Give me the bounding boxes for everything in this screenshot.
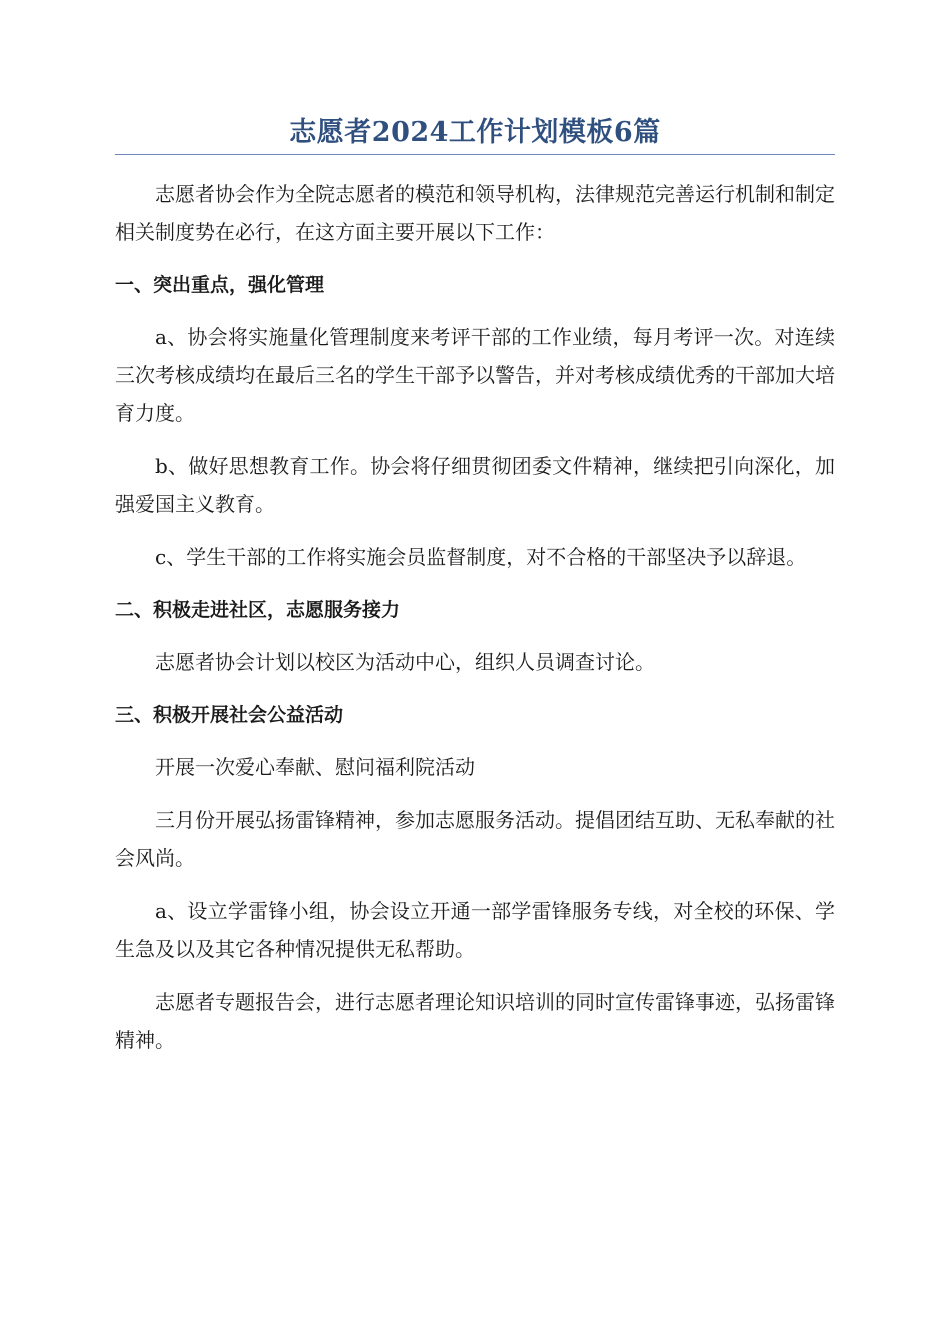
title-divider bbox=[115, 154, 835, 155]
section2-paragraph: 志愿者协会计划以校区为活动中心，组织人员调查讨论。 bbox=[155, 650, 655, 674]
intro-paragraph: 志愿者协会作为全院志愿者的模范和领导机构，法律规范完善运行机制和制定相关制度势在必行，在这方面主要开展以下工作： bbox=[115, 182, 835, 244]
document-title: 志愿者2024工作计划模板6篇 bbox=[289, 117, 661, 148]
section1-paragraph-b: b、做好思想教育工作。协会将仔细贯彻团委文件精神，继续把引向深化，加强爱国主义教育。 bbox=[115, 454, 835, 516]
section3-paragraph-1: 开展一次爱心奉献、慰问福利院活动 bbox=[155, 755, 475, 779]
section1-paragraph-a: a、协会将实施量化管理制度来考评干部的工作业绩，每月考评一次。对连续三次考核成绩均在最后三名的学生干部予以警告，并对考核成绩优秀的干部加大培育力度。 bbox=[115, 325, 835, 425]
document-page bbox=[115, 112, 835, 1074]
section-heading-3: 三、积极开展社会公益活动 bbox=[115, 704, 344, 726]
section-heading-1: 一、突出重点，强化管理 bbox=[115, 274, 325, 296]
section3-paragraph-a: a、设立学雷锋小组，协会设立开通一部学雷锋服务专线，对全校的环保、学生急及以及其它各种情况提供无私帮助。 bbox=[115, 899, 835, 961]
section1-paragraph-c: c、学生干部的工作将实施会员监督制度，对不合格的干部坚决予以辞退。 bbox=[155, 545, 807, 569]
section3-paragraph-2: 三月份开展弘扬雷锋精神，参加志愿服务活动。提倡团结互助、无私奉献的社会风尚。 bbox=[115, 808, 835, 870]
section-heading-2: 二、积极走进社区，志愿服务接力 bbox=[115, 599, 401, 621]
section3-paragraph-4: 志愿者专题报告会，进行志愿者理论知识培训的同时宣传雷锋事迹，弘扬雷锋精神。 bbox=[115, 990, 835, 1052]
